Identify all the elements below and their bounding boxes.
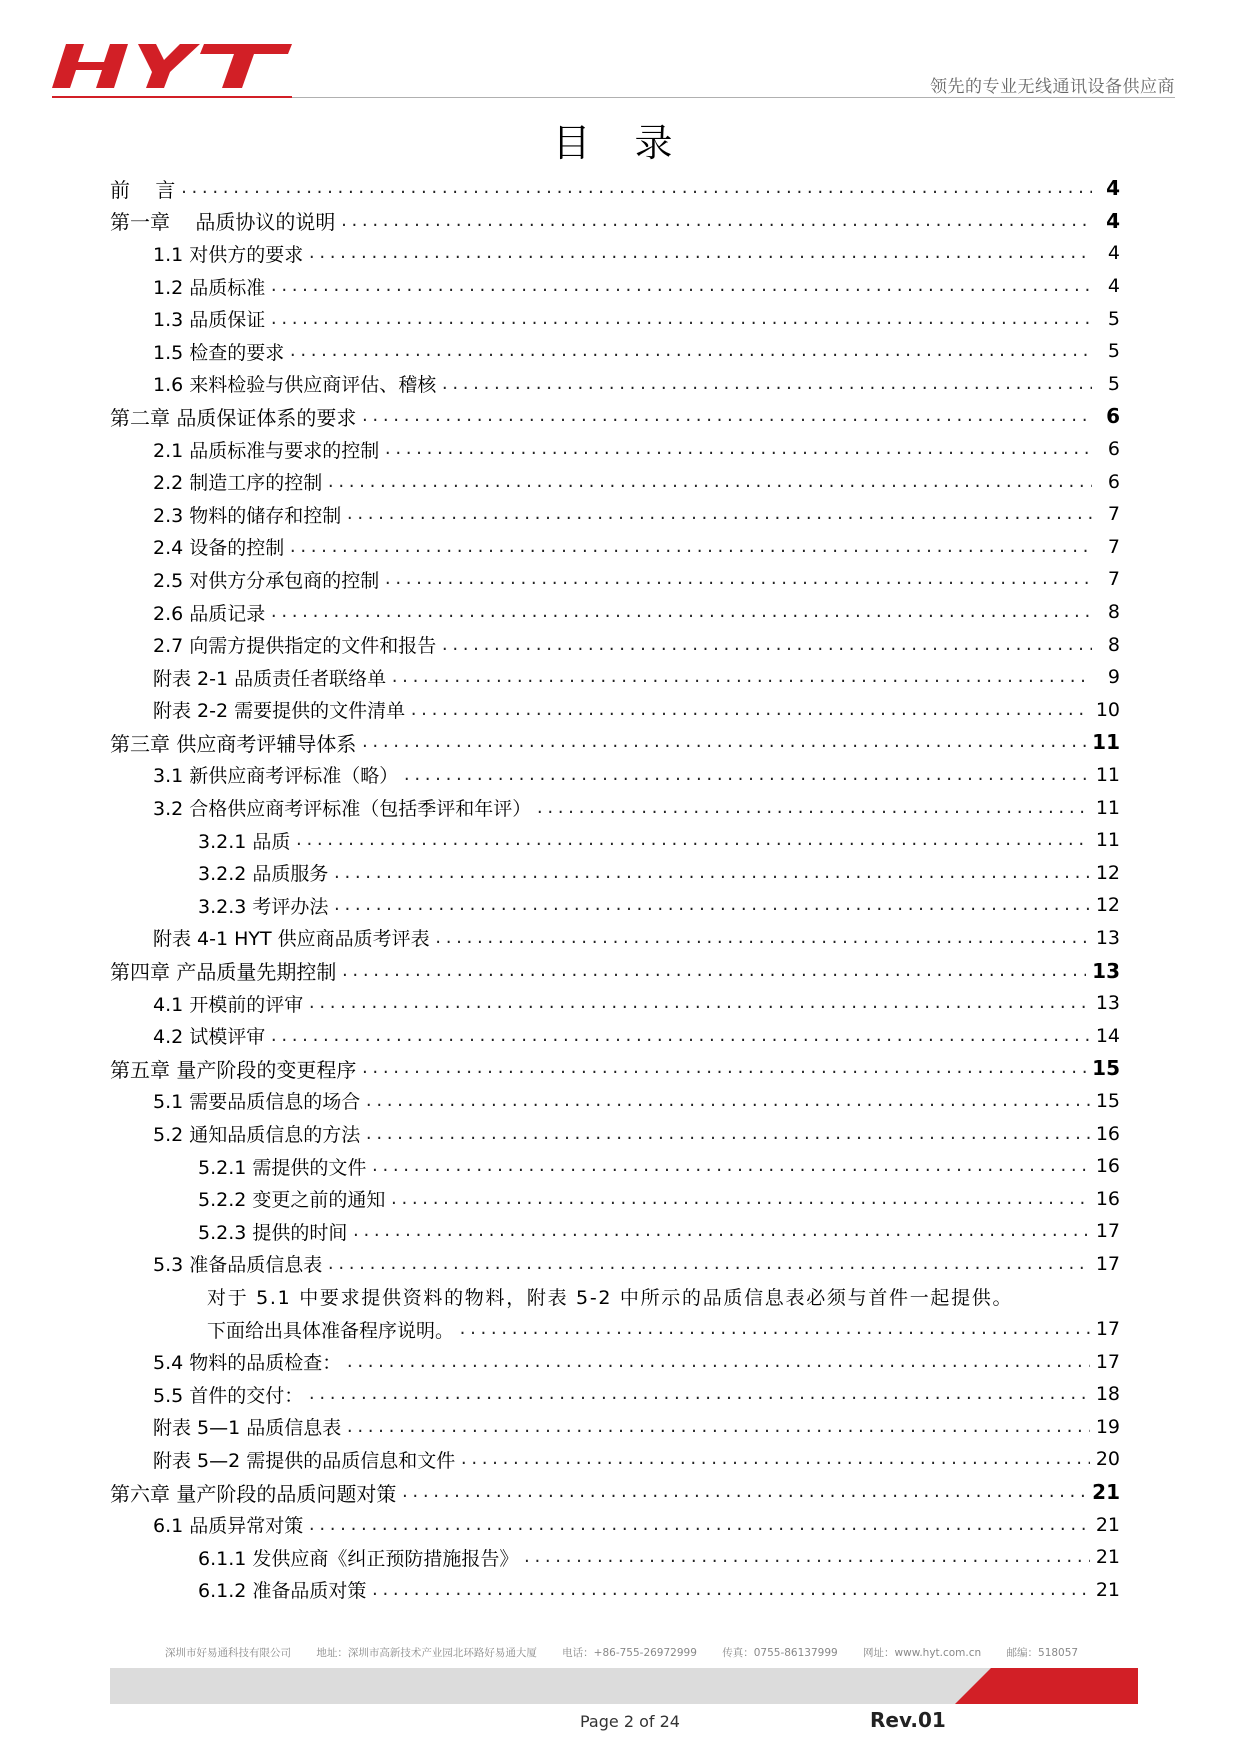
toc-entry-label: 第三章 供应商考评辅导体系 (110, 731, 357, 756)
toc-page-number: 13 (1095, 992, 1120, 1015)
toc-entry-label: 4.2 试模评审 (153, 1026, 266, 1049)
toc-dot-leader (307, 244, 1092, 262)
toc-page-number: 10 (1095, 698, 1120, 721)
toc-page-number: 16 (1095, 1187, 1120, 1210)
toc-dot-leader (400, 1483, 1086, 1501)
toc-entry[interactable] (110, 1574, 1120, 1607)
toc-page-number: 5 (1107, 307, 1120, 330)
toc-dot-leader (269, 603, 1092, 621)
toc-entry-label: 2.2 制造工序的控制 (153, 472, 323, 495)
toc-entry[interactable] (110, 856, 1120, 889)
toc-entry-label: 第五章 量产阶段的变更程序 (110, 1057, 357, 1082)
toc-entry-label: 附表 4-1 HYT 供应商品质考评表 (153, 928, 430, 951)
toc-entry[interactable] (110, 270, 1120, 303)
toc-entry-label: 1.1 对供方的要求 (153, 243, 304, 266)
toc-page-number: 12 (1095, 894, 1120, 917)
toc-entry-label: 5.2.2 变更之前的通知 (198, 1189, 386, 1212)
toc-dot-leader (179, 179, 1092, 197)
toc-entry[interactable] (110, 433, 1120, 466)
toc-entry-label: 5.2.3 提供的时间 (198, 1221, 348, 1244)
hyt-logo (52, 40, 292, 92)
toc-dot-leader (269, 1027, 1090, 1045)
toc-entry-label: 2.7 向需方提供指定的文件和报告 (153, 635, 437, 658)
toc-dot-leader (269, 310, 1092, 328)
toc-dot-leader (383, 570, 1092, 588)
toc-dot-leader (345, 1353, 1090, 1371)
toc-page-number: 21 (1092, 1480, 1120, 1505)
toc-dot-leader (440, 375, 1092, 393)
toc-page-number: 7 (1107, 503, 1120, 526)
toc-entry[interactable] (110, 1182, 1120, 1215)
toc-dot-leader (288, 342, 1092, 360)
toc-page-number: 5 (1107, 372, 1120, 395)
company-tagline: 领先的专业无线通讯设备供应商 (930, 77, 1175, 97)
toc-page-number: 8 (1107, 601, 1120, 624)
toc-page-number: 5 (1107, 340, 1120, 363)
toc-page-number: 11 (1095, 829, 1120, 852)
table-of-contents (110, 172, 1120, 1606)
toc-dot-leader (326, 473, 1092, 491)
toc-dot-leader (351, 1222, 1089, 1240)
toc-page-number: 21 (1095, 1546, 1120, 1569)
toc-entry[interactable] (110, 1443, 1120, 1476)
toc-dot-leader (360, 733, 1086, 751)
toc-entry[interactable] (110, 465, 1120, 498)
toc-entry-label: 第四章 产品质量先期控制 (110, 960, 337, 985)
toc-entry-label: 5.2 通知品质信息的方法 (153, 1124, 361, 1147)
toc-entry-label: 3.2.1 品质 (198, 830, 291, 853)
toc-dot-leader (360, 407, 1092, 425)
toc-entry[interactable] (110, 1345, 1120, 1378)
toc-entry[interactable] (110, 302, 1120, 335)
toc-dot-leader (434, 929, 1090, 947)
toc-entry-label: 第二章 品质保证体系的要求 (110, 405, 357, 430)
toc-page-number: 19 (1095, 1415, 1120, 1438)
toc-entry-label: 1.2 品质标准 (153, 276, 266, 299)
toc-dot-leader (370, 1157, 1089, 1175)
page-number: Page 2 of 24 (580, 1712, 680, 1731)
toc-entry-label: 1.3 品质保证 (153, 309, 266, 332)
toc-page-number: 4 (1107, 275, 1120, 298)
toc-page-number: 17 (1095, 1350, 1120, 1373)
toc-dot-leader (390, 668, 1092, 686)
toc-entry[interactable] (110, 1378, 1120, 1411)
toc-entry[interactable] (110, 1541, 1120, 1574)
toc-entry[interactable] (110, 368, 1120, 401)
toc-entry-label: 2.5 对供方分承包商的控制 (153, 569, 380, 592)
toc-dot-leader (345, 1418, 1090, 1436)
toc-page-number: 16 (1095, 1155, 1120, 1178)
toc-dot-leader (389, 1190, 1089, 1208)
toc-dot-leader (294, 831, 1089, 849)
toc-chapter-entry[interactable] (110, 205, 1120, 238)
toc-dot-leader (370, 1581, 1089, 1599)
toc-entry-label: 2.3 物料的储存和控制 (153, 504, 342, 527)
toc-dot-leader (458, 1320, 1090, 1338)
toc-entry[interactable] (110, 563, 1120, 596)
toc-entry[interactable] (110, 1085, 1120, 1118)
toc-entry[interactable] (110, 628, 1120, 661)
toc-page-number: 11 (1095, 763, 1120, 786)
toc-page-number: 6 (1107, 470, 1120, 493)
toc-entry-label: 2.6 品质记录 (153, 602, 266, 625)
toc-page-number: 17 (1095, 1220, 1120, 1243)
toc-page-number: 12 (1095, 861, 1120, 884)
toc-entry[interactable] (110, 1411, 1120, 1444)
toc-dot-leader (360, 1059, 1086, 1077)
header-accent-line (52, 96, 292, 98)
toc-page-number: 13 (1095, 926, 1120, 949)
toc-page-number: 14 (1095, 1024, 1120, 1047)
toc-page-number: 11 (1092, 730, 1120, 755)
toc-entry[interactable] (110, 694, 1120, 727)
toc-entry-label: 3.2.2 品质服务 (198, 863, 329, 886)
toc-dot-leader (535, 799, 1090, 817)
toc-page-number: 15 (1092, 1056, 1120, 1081)
toc-dot-leader (332, 864, 1089, 882)
toc-dot-leader (345, 505, 1092, 523)
toc-entry-label: 2.4 设备的控制 (153, 537, 285, 560)
toc-dot-leader (364, 1092, 1090, 1110)
toc-entry-label: 前 言 (110, 177, 176, 202)
toc-page-number: 16 (1095, 1122, 1120, 1145)
toc-dot-leader (339, 212, 1092, 230)
toc-entry[interactable] (110, 1150, 1120, 1183)
footer-red-accent (955, 1668, 1138, 1704)
toc-dot-leader (326, 1255, 1090, 1273)
toc-entry-label: 3.2 合格供应商考评标准（包括季评和年评） (153, 798, 532, 821)
toc-entry-label: 附表 2-2 需要提供的文件清单 (153, 700, 406, 723)
toc-entry-label: 5.4 物料的品质检查： (153, 1352, 342, 1375)
toc-entry-label: 3.2.3 考评办法 (198, 895, 329, 918)
toc-entry[interactable] (110, 1313, 1120, 1346)
toc-entry-label: 第一章 品质协议的说明 (110, 210, 336, 235)
toc-dot-leader (459, 1450, 1090, 1468)
toc-page-number: 15 (1095, 1089, 1120, 1112)
toc-entry-label: 6.1.2 准备品质对策 (198, 1580, 367, 1603)
toc-entry-label: 3.1 新供应商考评标准（略） (153, 765, 399, 788)
toc-page-number: 18 (1095, 1383, 1120, 1406)
toc-page-number: 17 (1095, 1318, 1120, 1341)
toc-entry[interactable] (110, 889, 1120, 922)
toc-page-number: 17 (1095, 1252, 1120, 1275)
toc-page-number: 21 (1095, 1578, 1120, 1601)
toc-entry[interactable] (110, 987, 1120, 1020)
toc-dot-leader (402, 766, 1090, 784)
toc-chapter-entry[interactable] (110, 172, 1120, 205)
toc-chapter-entry[interactable] (110, 1052, 1120, 1085)
toc-entry[interactable] (110, 596, 1120, 629)
toc-entry-label: 6.1.1 发供应商《纠正预防措施报告》 (198, 1547, 519, 1570)
toc-page-number: 7 (1107, 535, 1120, 558)
toc-dot-leader (522, 1548, 1089, 1566)
revision-label: Rev.01 (870, 1708, 946, 1732)
toc-entry[interactable] (110, 824, 1120, 857)
toc-page-number: 11 (1095, 796, 1120, 819)
toc-entry-label: 下面给出具体准备程序说明。 (207, 1319, 455, 1342)
toc-page-number: 4 (1106, 208, 1120, 233)
toc-entry[interactable] (110, 759, 1120, 792)
toc-dot-leader (409, 701, 1090, 719)
toc-entry[interactable] (110, 1117, 1120, 1150)
toc-entry-label: 2.1 品质标准与要求的控制 (153, 439, 380, 462)
toc-entry[interactable] (110, 335, 1120, 368)
toc-page-number: 21 (1095, 1513, 1120, 1536)
toc-page-number: 6 (1107, 438, 1120, 461)
toc-entry[interactable] (110, 791, 1120, 824)
toc-entry[interactable] (110, 1508, 1120, 1541)
toc-entry[interactable] (110, 1019, 1120, 1052)
toc-entry[interactable] (110, 237, 1120, 270)
toc-dot-leader (269, 277, 1092, 295)
toc-chapter-entry[interactable] (110, 1476, 1120, 1509)
toc-entry-label: 附表 5—1 品质信息表 (153, 1417, 342, 1440)
toc-entry[interactable] (110, 922, 1120, 955)
toc-entry-label: 5.3 准备品质信息表 (153, 1254, 323, 1277)
toc-chapter-entry[interactable] (110, 954, 1120, 987)
toc-page-number: 7 (1107, 568, 1120, 591)
toc-entry-label: 1.5 检查的要求 (153, 341, 285, 364)
toc-entry[interactable] (110, 661, 1120, 694)
toc-dot-leader (307, 1516, 1090, 1534)
toc-entry-label: 附表 5—2 需提供的品质信息和文件 (153, 1449, 456, 1472)
toc-dot-leader (332, 896, 1089, 914)
toc-page-number: 13 (1092, 958, 1120, 983)
toc-entry-label: 4.1 开模前的评审 (153, 993, 304, 1016)
toc-entry-label: 附表 2-1 品质责任者联络单 (153, 667, 387, 690)
toc-dot-leader (364, 1125, 1090, 1143)
toc-dot-leader (307, 994, 1090, 1012)
toc-dot-leader (440, 636, 1092, 654)
toc-page-number: 4 (1107, 242, 1120, 265)
toc-paragraph: 对于 5.1 中要求提供资料的物料，附表 5-2 中所示的品质信息表必须与首件一起提供。 (207, 1286, 1014, 1309)
toc-dot-leader (288, 538, 1092, 556)
toc-dot-leader (340, 962, 1086, 980)
toc-entry-label: 5.2.1 需提供的文件 (198, 1156, 367, 1179)
toc-chapter-entry[interactable] (110, 726, 1120, 759)
toc-page-number: 9 (1107, 666, 1120, 689)
toc-entry[interactable] (110, 498, 1120, 531)
footer-address: 深圳市好易通科技有限公司 地址：深圳市高新技术产业园北环路好易通大厦 电话：+86-755-26972999 传真：0755-86137999 网址：www.hyt.com.cn 邮编：518057 (165, 1647, 1079, 1659)
toc-entry-label: 6.1 品质异常对策 (153, 1515, 304, 1538)
toc-page-number: 6 (1106, 404, 1120, 429)
toc-dot-leader (383, 440, 1092, 458)
toc-page-number: 4 (1106, 176, 1120, 201)
toc-entry[interactable] (110, 1248, 1120, 1281)
toc-page-number: 20 (1095, 1448, 1120, 1471)
toc-page-number: 8 (1107, 633, 1120, 656)
toc-entry-label: 5.5 首件的交付： (153, 1384, 304, 1407)
toc-entry-label: 第六章 量产阶段的品质问题对策 (110, 1481, 397, 1506)
toc-chapter-entry[interactable] (110, 400, 1120, 433)
page-title: 目 录 (552, 121, 689, 165)
toc-entry[interactable] (110, 1215, 1120, 1248)
toc-entry-label: 1.6 来料检验与供应商评估、稽核 (153, 374, 437, 397)
toc-entry-label: 5.1 需要品质信息的场合 (153, 1091, 361, 1114)
toc-entry[interactable] (110, 531, 1120, 564)
toc-dot-leader (307, 1385, 1090, 1403)
